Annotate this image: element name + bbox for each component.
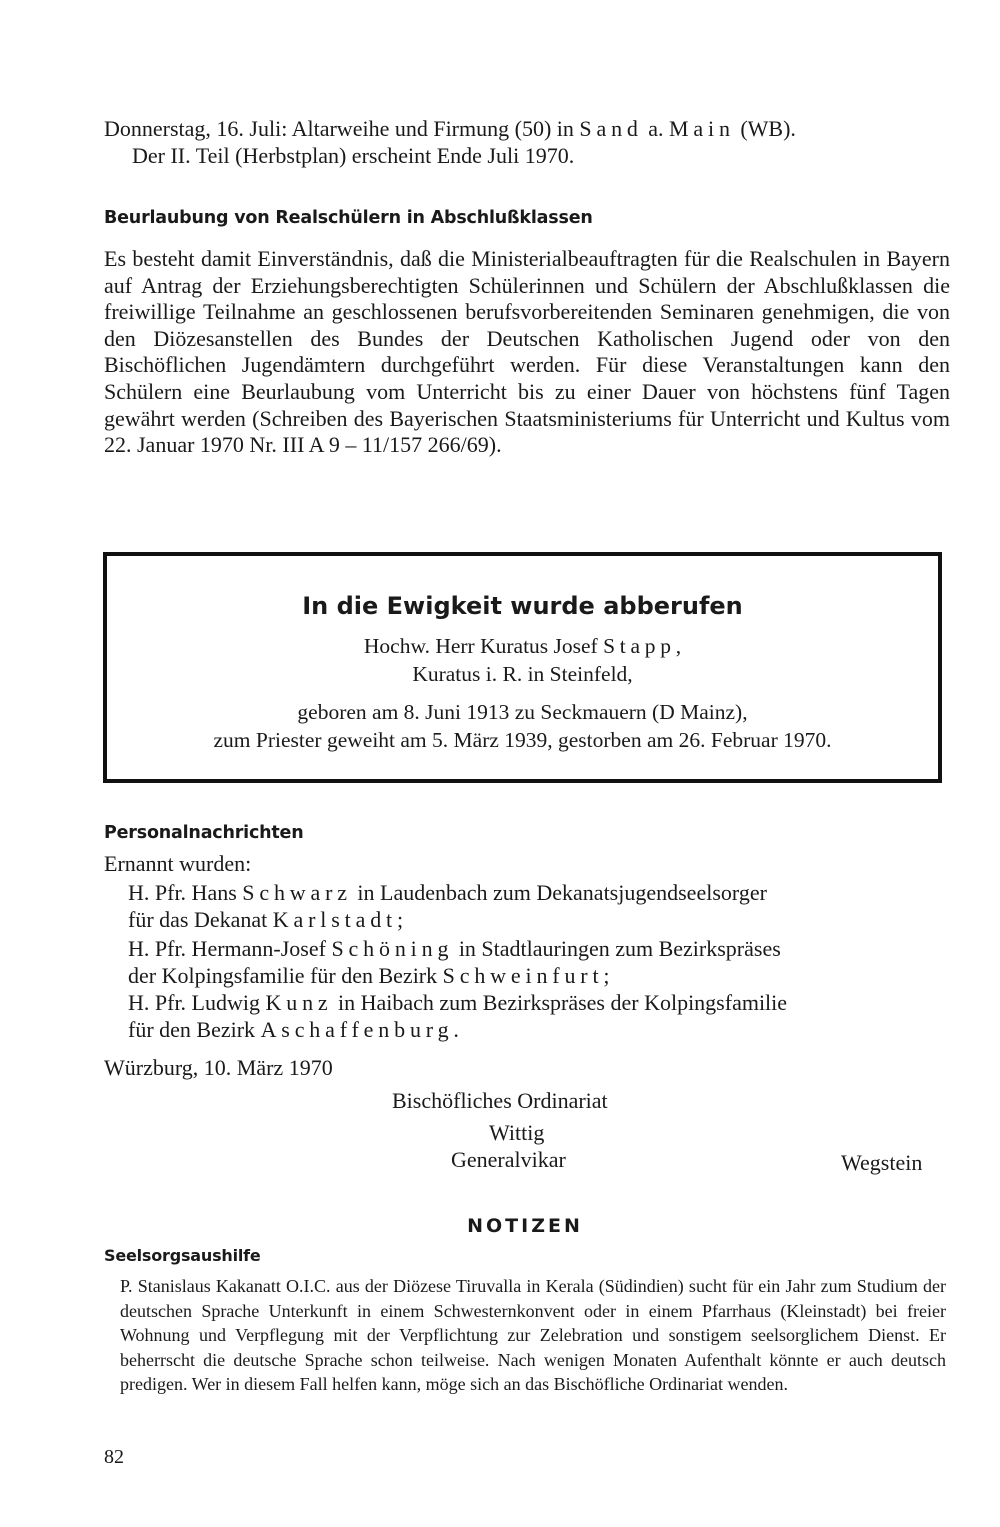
notizen-text: P. Stanislaus Kakanatt O.I.C. aus der Diözese Tiruvalla in Kerala (Südindien) sucht für ein Jahr zum Studium der deutschen Sprache Unterkunft in einem Schwesternkonvent oder in einem Pfarrhaus (Kleinstadt) bei freier Wohnung und Verpflegung mit der Verpflichtung zur Zelebration und sonstigem seelsorglichem Dienst. Er beherrscht die deutsche Sprache schon teilweise. Nach wenigen Monaten Aufenthalt könnte er auch deutsch predigen. Wer in diesem Fall helfen kann, möge sich an das Bischöfliche Ordinariat wenden.: [120, 1276, 946, 1395]
signature-office: Bischöfliches Ordinariat: [392, 1088, 608, 1113]
event-place-a: a.: [648, 116, 664, 141]
appointment-3-area: für den Bezirk: [128, 1017, 256, 1042]
obituary-name-suffix: ,: [675, 634, 682, 658]
appointment-3-surname: Kunz: [265, 990, 333, 1015]
appointment-3-role: in Haibach zum Bezirkspräses der Kolpingsfamilie: [338, 990, 788, 1015]
signature-place-date: Würzburg, 10. März 1970: [104, 1055, 333, 1080]
obituary-line-3: geboren am 8. Juni 1913 zu Seckmauern (D Mainz),: [297, 700, 748, 724]
appointment-1-place: Karlstadt: [272, 907, 397, 932]
obituary-line-4: zum Priester geweiht am 5. März 1939, gestorben am 26. Februar 1970.: [213, 728, 832, 752]
obituary-title: In die Ewigkeit wurde abberufen: [302, 592, 743, 620]
notizen-title: NOTIZEN: [467, 1215, 583, 1237]
appointment-2-role: in Stadtlauringen zum Bezirkspräses: [458, 936, 781, 961]
event-line: [104, 116, 796, 142]
appointment-2-area: der Kolpingsfamilie für den Bezirk: [128, 963, 438, 988]
appointment-2-title: H. Pfr. Hermann-Josef: [128, 936, 326, 961]
appointment-1-surname: Schwarz: [242, 880, 352, 905]
signature-name-2: Wegstein: [841, 1150, 923, 1175]
signature-name-1: Wittig: [489, 1120, 545, 1145]
obituary-name-prefix: Hochw. Herr Kuratus Josef: [363, 634, 598, 658]
appointment-1-line-2: [128, 907, 403, 933]
event-place-main: Main: [669, 116, 735, 141]
appointment-1-line-1: [128, 880, 767, 906]
beurlaubung-text: Es besteht damit Einverständnis, daß die Ministerialbeauftragten für die Realschulen in Bayern auf Antrag der Erziehungsberechtigten Schülerinnen und Schülern der Abschlußklassen die freiwillige Teilnahme an geschlossenen berufsvorbereitenden Seminaren genehmigen, die von den Diözesanstellen des Bundes der Deutschen Katholischen Jugend oder von den Bischöflichen Jugendämtern durchgeführt werden. Für diese Veranstaltungen kann den Schülern eine Beurlaubung vom Unterricht bis zu einer Dauer von höchstens fünf Tagen gewährt werden (Schreiben des Bayerischen Staatsministeriums für Unterricht und Kultus vom 22. Januar 1970 Nr. III A 9 – 11/157 266/69).: [104, 246, 950, 458]
appointment-1-punct: ;: [396, 907, 404, 932]
appointment-2-punct: ;: [603, 963, 610, 988]
event-suffix: (WB).: [740, 116, 796, 141]
personal-heading: Personalnachrichten: [104, 823, 304, 843]
notizen-heading: Seelsorgsaushilfe: [104, 1246, 261, 1265]
appointment-1-role: in Laudenbach zum Dekanatsjugendseelsorger: [357, 880, 767, 905]
obituary-surname: Stapp: [603, 634, 676, 658]
appointment-2-surname: Schöning: [331, 936, 454, 961]
beurlaubung-heading: Beurlaubung von Realschülern in Abschlußklassen: [104, 208, 593, 228]
obituary-box: [103, 552, 942, 783]
appointment-2-line-2: [128, 963, 610, 989]
obituary-name-line: [107, 634, 938, 659]
event-place-sand: Sand: [579, 116, 643, 141]
appointment-2-place: Schweinfurt: [442, 963, 604, 988]
appointment-1-title: H. Pfr. Hans: [128, 880, 237, 905]
herbstplan-note: Der II. Teil (Herbstplan) erscheint Ende Juli 1970.: [132, 143, 575, 168]
event-text: Donnerstag, 16. Juli: Altarweihe und Firmung (50) in: [104, 116, 574, 141]
appointment-3-line-2: [128, 1017, 459, 1043]
appointment-3-punct: .: [453, 1017, 459, 1042]
appointment-3-line-1: [128, 990, 787, 1016]
appointment-3-place: Aschaffenburg: [260, 1017, 454, 1042]
appointment-1-area: für das Dekanat: [128, 907, 268, 932]
obituary-line-2: Kuratus i. R. in Steinfeld,: [412, 662, 633, 686]
page-number: 82: [104, 1446, 124, 1468]
appointment-2-line-1: [128, 936, 781, 962]
personal-intro: Ernannt wurden:: [104, 851, 252, 876]
appointment-3-title: H. Pfr. Ludwig: [128, 990, 260, 1015]
signature-title-1: Generalvikar: [451, 1147, 566, 1172]
